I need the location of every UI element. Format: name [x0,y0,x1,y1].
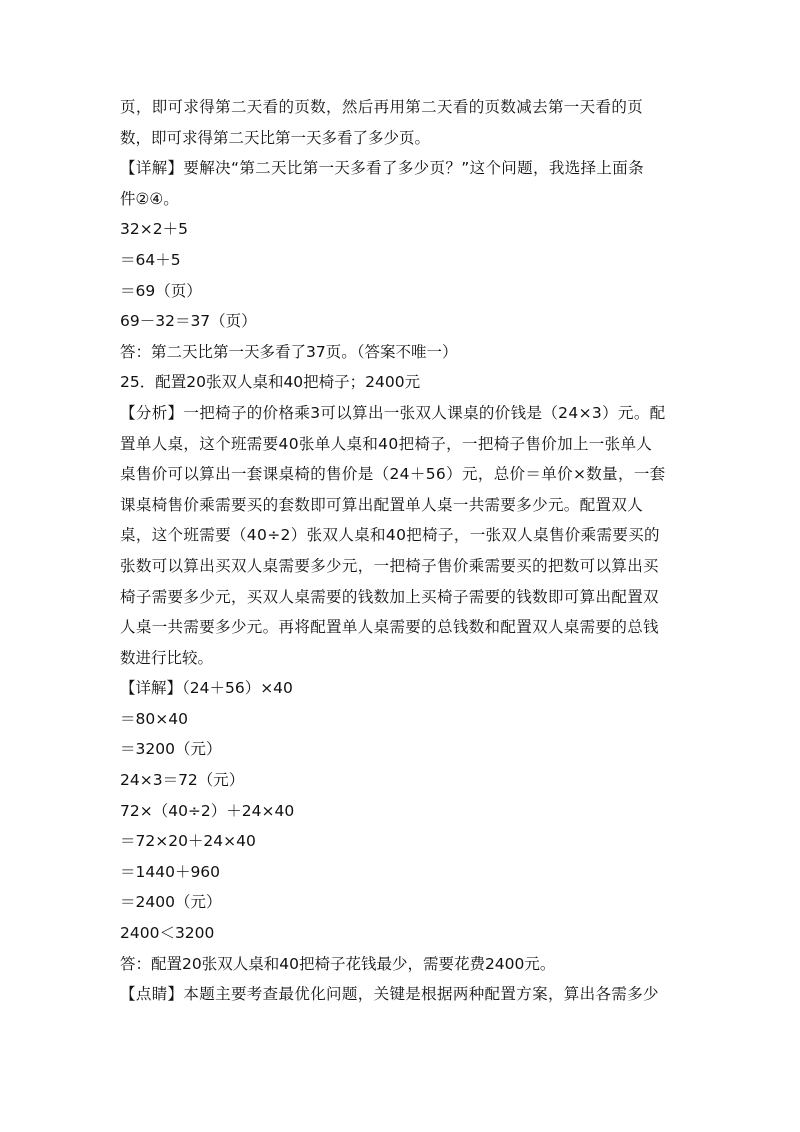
text-line: 件②④。 [120,189,179,208]
text-line: 椅子需要多少元，买双人桌需要的钱数加上买椅子需要的钱数即可算出配置双 [120,587,659,606]
equation-line: ＝72×20＋24×40 [120,832,256,851]
equation-line: ＝80×40 [120,709,188,728]
equation-line: ＝2400（元） [120,893,222,912]
text-line: 【分析】一把椅子的价格乘3可以算出一张双人课桌的价钱是（24×3）元。配 [120,403,666,422]
text-line: 课桌椅售价乘需要买的套数即可算出配置单人桌一共需要多少元。配置双人 [120,495,644,514]
text-line: 张数可以算出买双人桌需要多少元，一把椅子售价乘需要买的把数可以算出买 [120,556,659,575]
text-line: 【点睛】本题主要考查最优化问题，关键是根据两种配置方案，算出各需多少 [120,985,659,1004]
equation-line: 72×（40÷2）＋24×40 [120,801,295,820]
equation-line: ＝3200（元） [120,740,222,759]
answer-line: 答：第二天比第一天多看了37页。（答案不唯一） [120,342,458,361]
answer-line: 答：配置20张双人桌和40把椅子花钱最少，需要花费2400元。 [120,954,556,973]
question-heading: 25．配置20张双人桌和40把椅子；2400元 [120,373,421,392]
text-line: 桌售价可以算出一套课桌椅的售价是（24＋56）元，总价＝单价×数量，一套 [120,465,666,484]
text-line: 数，即可求得第二天比第一天多看了多少页。 [120,128,431,147]
equation-line: 24×3＝72（元） [120,771,245,790]
equation-line: 【详解】（24＋56）×40 [120,679,293,698]
text-line: 桌，这个班需要（40÷2）张双人桌和40把椅子，一张双人桌售价乘需要买的 [120,526,660,545]
document-page [120,92,690,1010]
text-line: 数进行比较。 [120,648,214,667]
equation-line: ＝69（页） [120,281,202,300]
equation-line: 69－32＝37（页） [120,312,257,331]
text-line: 置单人桌，这个班需要40张单人桌和40把椅子，一把椅子售价加上一张单人 [120,434,653,453]
equation-line: 2400＜3200 [120,924,215,943]
text-line: 人桌一共需要多少元。再将配置单人桌需要的总钱数和配置双人桌需要的总钱 [120,618,659,637]
text-line: 页，即可求得第二天看的页数，然后再用第二天看的页数减去第一天看的页 [120,98,644,116]
equation-line: ＝64＋5 [120,250,181,269]
equation-line: 32×2＋5 [120,220,188,239]
text-line: 【详解】要解决“第二天比第一天多看了多少页？”这个问题，我选择上面条 [120,159,644,178]
equation-line: ＝1440＋960 [120,862,221,881]
